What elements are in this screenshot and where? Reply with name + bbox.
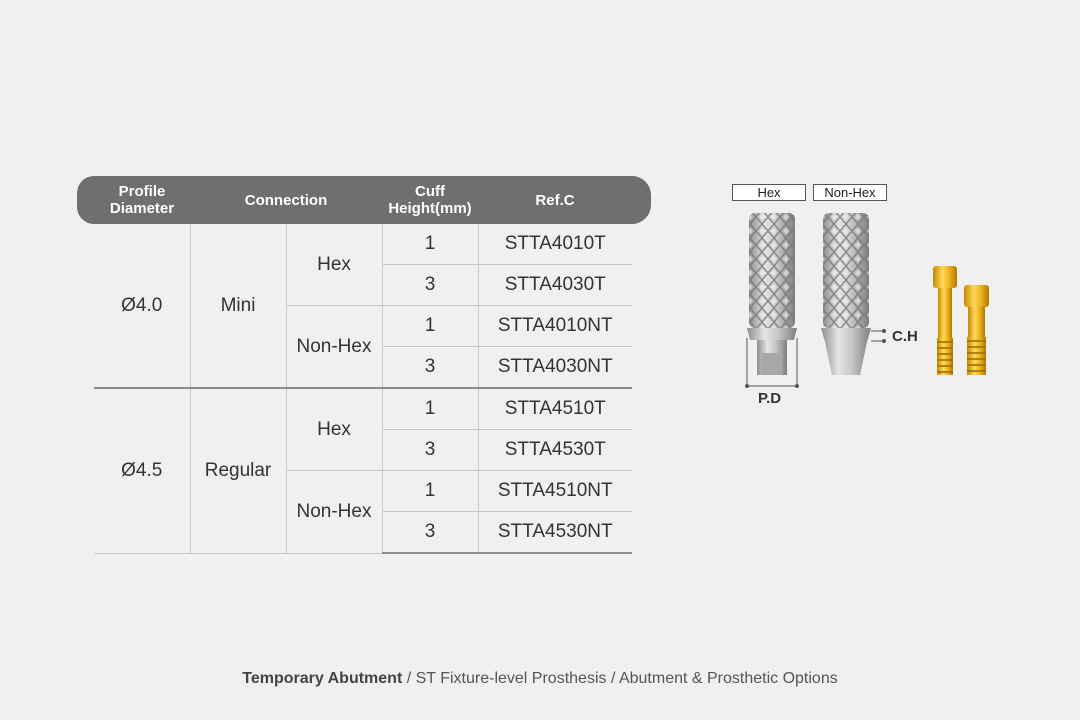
ref-cell: STTA4030NT: [478, 347, 632, 389]
profile-diameter-cell: Ø4.0: [94, 224, 190, 388]
nonhex-abutment-icon: [821, 213, 886, 375]
type-cell: Non-Hex: [286, 306, 382, 389]
footer-breadcrumb: [0, 670, 1080, 688]
ref-cell: STTA4010T: [478, 224, 632, 265]
cuff-cell: 1: [382, 388, 478, 430]
connection-cell: Mini: [190, 224, 286, 388]
short-screw-icon: [964, 285, 989, 375]
header-connection: Connection: [190, 176, 382, 224]
header-profile-diameter: Profile Diameter: [94, 176, 190, 224]
profile-diameter-dimension-label: P.D: [758, 390, 782, 407]
type-cell: Non-Hex: [286, 471, 382, 554]
cuff-cell: 3: [382, 512, 478, 554]
cuff-cell: 1: [382, 224, 478, 265]
type-cell: Hex: [286, 388, 382, 471]
nonhex-label: Non-Hex: [813, 184, 887, 201]
footer-path: / ST Fixture-level Prosthesis / Abutment & Prosthetic Options: [402, 670, 838, 687]
cuff-cell: 1: [382, 306, 478, 347]
header-cuff-height: Cuff Height(mm): [382, 176, 478, 224]
long-screw-icon: [933, 266, 957, 375]
ref-cell: STTA4530T: [478, 430, 632, 471]
cuff-cell: 3: [382, 347, 478, 389]
profile-diameter-cell: Ø4.5: [94, 388, 190, 553]
hex-abutment-icon: [745, 213, 799, 388]
cuff-height-dimension-label: C.H: [892, 328, 918, 345]
header-ref: Ref.C: [478, 176, 632, 224]
cuff-cell: 1: [382, 471, 478, 512]
footer-title: Temporary Abutment: [242, 670, 403, 687]
ref-cell: STTA4510T: [478, 388, 632, 430]
ref-cell: STTA4030T: [478, 265, 632, 306]
hex-label: Hex: [732, 184, 806, 201]
cuff-cell: 3: [382, 430, 478, 471]
ref-cell: STTA4010NT: [478, 306, 632, 347]
connection-cell: Regular: [190, 388, 286, 553]
cuff-cell: 3: [382, 265, 478, 306]
ref-cell: STTA4530NT: [478, 512, 632, 554]
type-cell: Hex: [286, 224, 382, 306]
ref-cell: STTA4510NT: [478, 471, 632, 512]
